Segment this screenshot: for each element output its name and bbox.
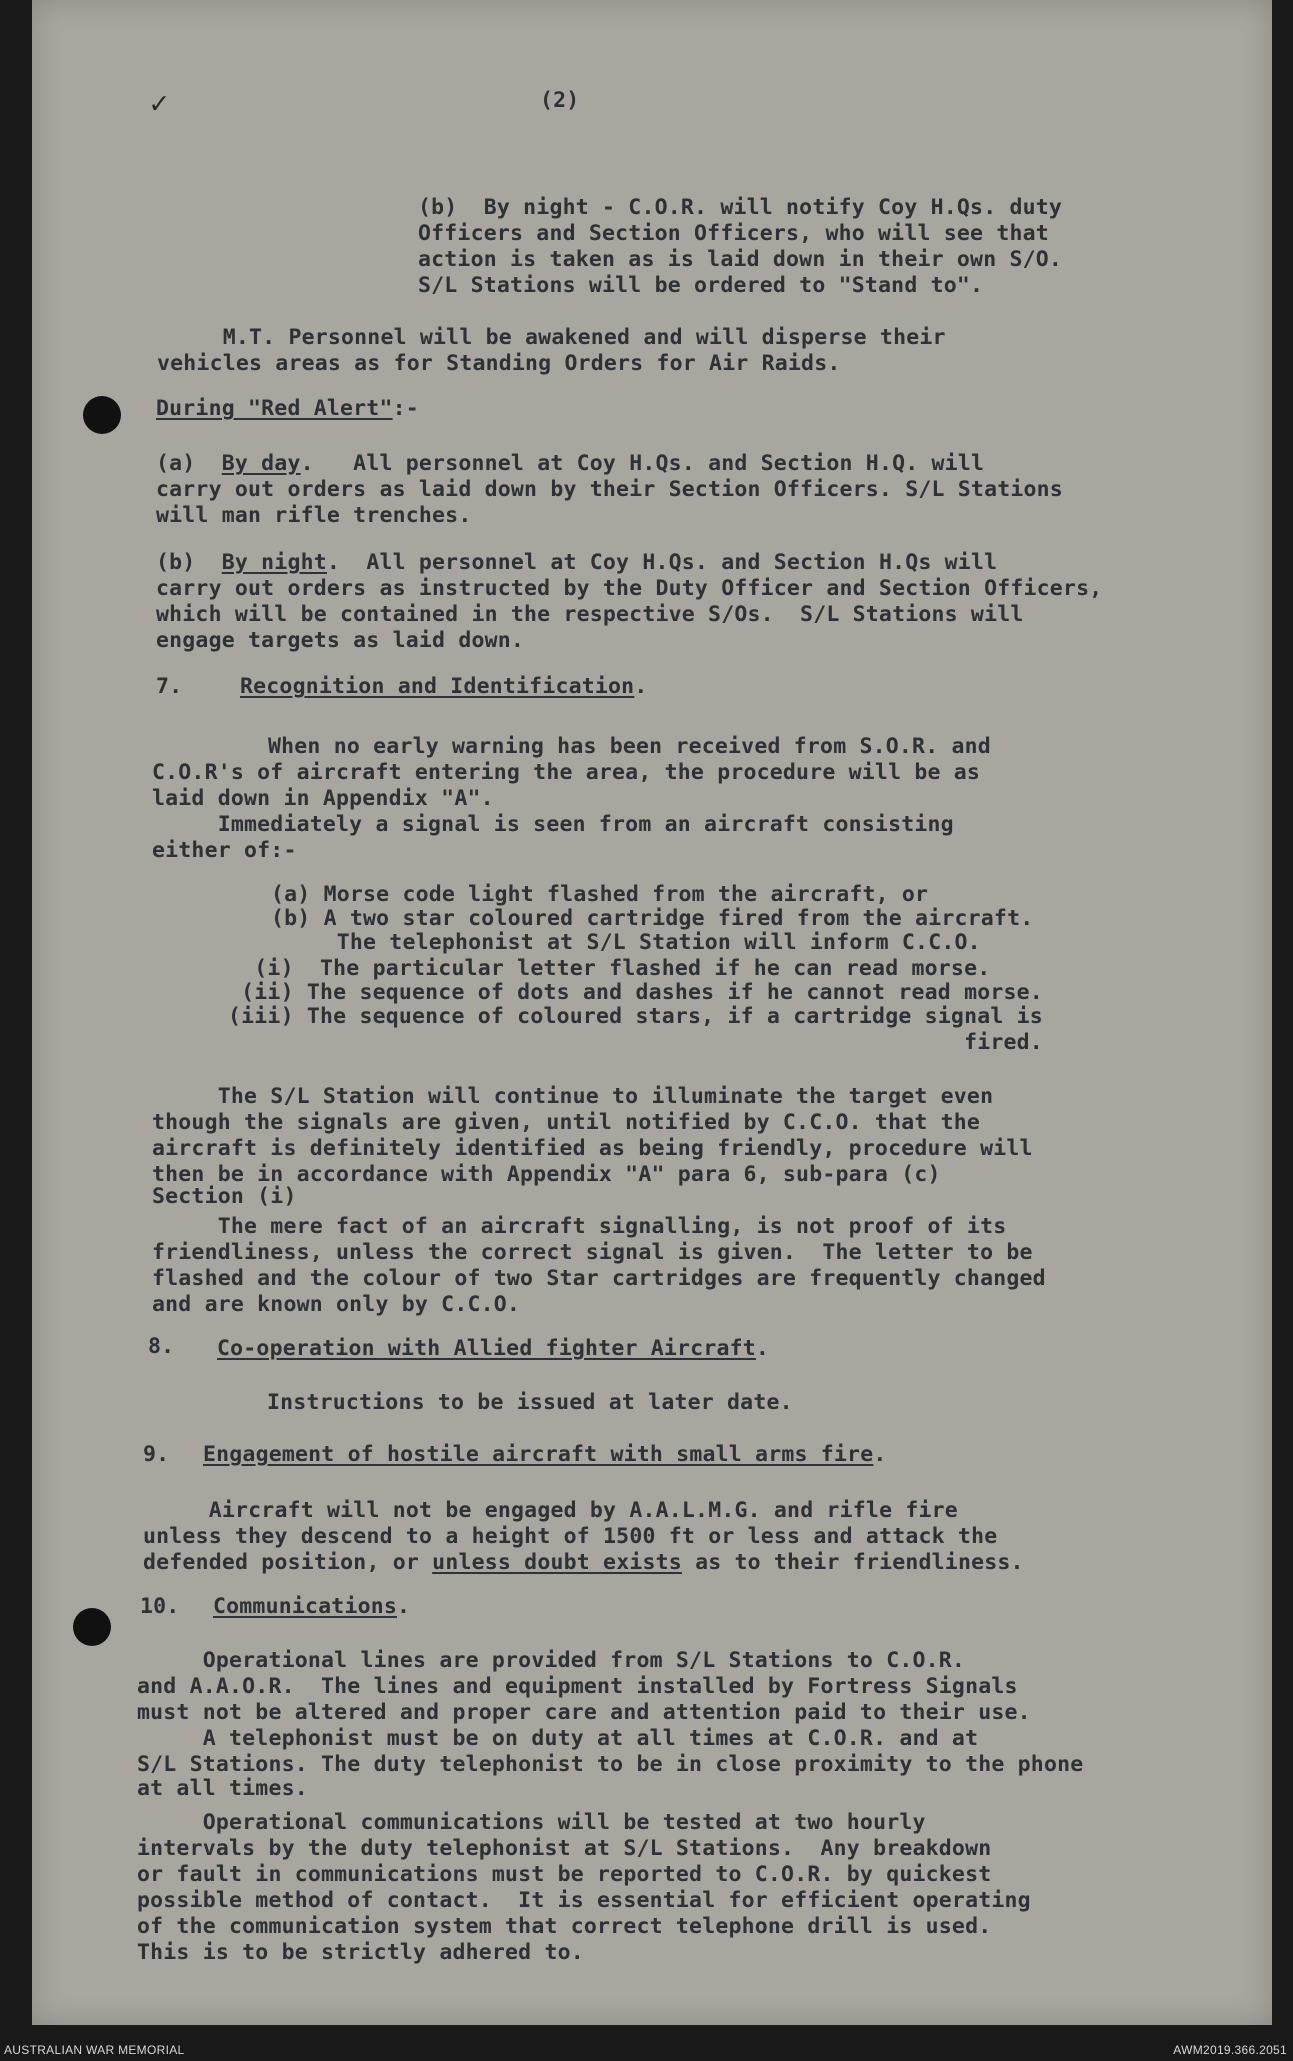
section-7-para2-line-5: Section (i) (152, 1184, 297, 1209)
section-8-title: Co-operation with Allied fighter Aircraft. (217, 1336, 770, 1361)
section-10-para2-line-5: of the communication system that correct telephone drill is used. (137, 1914, 992, 1939)
red-alert-a-line-2: carry out orders as laid down by their Section Officers. S/L Stations (156, 477, 1063, 502)
mt-paragraph-line-1: M.T. Personnel will be awakened and will disperse their (157, 325, 946, 350)
section-10-para1-line-1: Operational lines are provided from S/L Stations to C.O.R. (137, 1648, 966, 1673)
signal-telephonist-line: The telephonist at S/L Station will inform C.C.O. (271, 930, 981, 955)
section-9-line-2: unless they descend to a height of 1500 ft or less and attack the (143, 1524, 998, 1549)
section-10-para2-line-1: Operational communications will be tested at two hourly (137, 1810, 926, 1835)
section-10-para1-line-3: must not be altered and proper care and attention paid to their use. (137, 1700, 1031, 1725)
section-10-para1-line-2: and A.A.O.R. The lines and equipment installed by Fortress Signals (137, 1674, 1018, 1699)
block-b-line-4: S/L Stations will be ordered to "Stand to". (418, 273, 984, 298)
section-7-para2-line-4: then be in accordance with Appendix "A" para 6, sub-para (c) (152, 1162, 941, 1187)
block-b-line-2: Officers and Section Officers, who will see that (418, 221, 1049, 246)
section-7-title: Recognition and Identification. (240, 674, 648, 699)
section-10-para2-line-3: or fault in communications must be reported to C.O.R. by quickest (137, 1862, 992, 1887)
red-alert-a-line-3: will man rifle trenches. (156, 503, 472, 528)
section-7-number: 7. (156, 674, 183, 699)
section-10-number: 10. (140, 1594, 180, 1619)
section-9-line-3: defended position, or unless doubt exists as to their friendliness. (143, 1550, 1024, 1575)
signal-item-b: (b) A two star coloured cartridge fired from the aircraft. (271, 906, 1034, 931)
section-7-para1-line-1: When no early warning has been received from S.O.R. and (268, 734, 991, 759)
section-7-para1-line-4: Immediately a signal is seen from an aircraft consisting (152, 812, 954, 837)
check-mark-icon: ✓ (150, 86, 169, 121)
section-7-para2-line-3: aircraft is definitely identified as being friendly, procedure will (152, 1136, 1033, 1161)
section-9-line-1: Aircraft will not be engaged by A.A.L.M.G. and rifle fire (143, 1498, 958, 1523)
red-alert-heading: During "Red Alert":- (156, 396, 419, 421)
section-7-para1-line-3: laid down in Appendix "A". (152, 786, 494, 811)
section-7-para2-line-7: friendliness, unless the correct signal is given. The letter to be (152, 1240, 1033, 1265)
section-7-para2-line-2: though the signals are given, until notified by C.C.O. that the (152, 1110, 981, 1135)
section-10-para1-line-6: at all times. (137, 1776, 308, 1801)
red-alert-b-line-3: which will be contained in the respective S/Os. S/L Stations will (156, 602, 1024, 627)
block-b-line-3: action is taken as is laid down in their own S/O. (418, 247, 1063, 272)
signal-item-ii: (ii) The sequence of dots and dashes if he cannot read morse. (228, 980, 1043, 1005)
red-alert-b-line-2: carry out orders as instructed by the Duty Officer and Section Officers, (156, 576, 1103, 601)
section-9-title: Engagement of hostile aircraft with small arms fire. (203, 1442, 887, 1467)
footer-item-id: AWM2019.366.2051 (1173, 2043, 1287, 2057)
punch-hole-top (83, 396, 121, 434)
section-7-para2-line-6: The mere fact of an aircraft signalling, is not proof of its (152, 1214, 1007, 1239)
section-10-para1-line-5: S/L Stations. The duty telephonist to be in close proximity to the phone (137, 1752, 1084, 1777)
section-10-para2-line-4: possible method of contact. It is essential for efficient operating (137, 1888, 1031, 1913)
mt-paragraph-line-2: vehicles areas as for Standing Orders for Air Raids. (157, 351, 841, 376)
section-8-text: Instructions to be issued at later date. (267, 1390, 793, 1415)
section-10-para2-line-2: intervals by the duty telephonist at S/L Stations. Any breakdown (137, 1836, 992, 1861)
section-7-para2-line-8: flashed and the colour of two Star cartridges are frequently changed (152, 1266, 1046, 1291)
section-7-para1-line-5: either of:- (152, 838, 297, 863)
punch-hole-bottom (73, 1608, 111, 1646)
section-7-para2-line-1: The S/L Station will continue to illuminate the target even (152, 1084, 994, 1109)
signal-item-i: (i) The particular letter flashed if he can read morse. (228, 956, 991, 981)
red-alert-a-line-1: (a) By day. All personnel at Coy H.Qs. and Section H.Q. will (156, 451, 985, 476)
page-number: (2) (540, 88, 580, 113)
block-b-line-1: (b) By night - C.O.R. will notify Coy H.Qs. duty (418, 195, 1063, 220)
section-7-para2-line-9: and are known only by C.C.O. (152, 1292, 521, 1317)
section-8-number: 8. (148, 1334, 175, 1359)
section-10-para2-line-6: This is to be strictly adhered to. (137, 1940, 584, 1965)
section-7-para1-line-2: C.O.R's of aircraft entering the area, the procedure will be as (152, 760, 981, 785)
red-alert-b-line-4: engage targets as laid down. (156, 628, 525, 653)
section-10-para1-line-4: A telephonist must be on duty at all times at C.O.R. and at (137, 1726, 979, 1751)
footer-archive-name: AUSTRALIAN WAR MEMORIAL (4, 2043, 185, 2057)
signal-item-iii-cont: fired. (228, 1030, 1043, 1055)
section-10-title: Communications. (213, 1594, 411, 1619)
section-9-number: 9. (143, 1442, 170, 1467)
signal-item-iii: (iii) The sequence of coloured stars, if a cartridge signal is (228, 1004, 1043, 1029)
red-alert-b-line-1: (b) By night. All personnel at Coy H.Qs. and Section H.Qs will (156, 550, 998, 575)
signal-item-a: (a) Morse code light flashed from the aircraft, or (271, 882, 929, 907)
